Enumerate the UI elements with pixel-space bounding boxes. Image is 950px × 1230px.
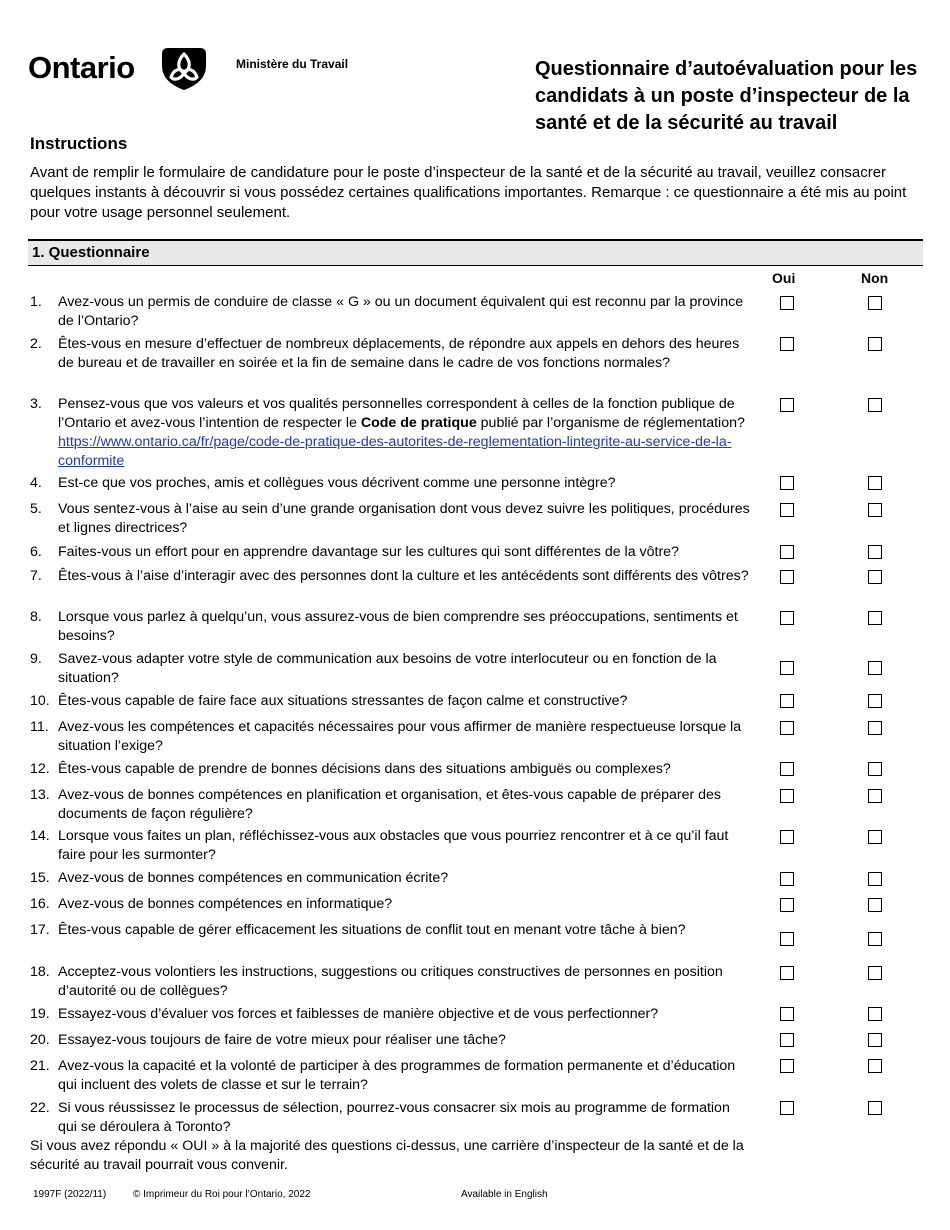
ministry-name: Ministère du Travail	[236, 57, 349, 71]
question-number: 4.	[30, 475, 42, 491]
question-number: 3.	[30, 396, 42, 412]
checkbox-q16-yes[interactable]	[780, 898, 794, 912]
question-19	[30, 1005, 750, 1024]
question-8	[30, 608, 750, 646]
question-9	[30, 650, 750, 688]
checkbox-q6-yes[interactable]	[780, 545, 794, 559]
checkbox-q22-yes[interactable]	[780, 1101, 794, 1115]
checkbox-q15-yes[interactable]	[780, 872, 794, 886]
question-text-part: Pensez-vous que vos valeurs et vos qualités personnelles correspondent à celles de la fonction publique de l’Ontario et avez-vous l’intention de respecter le	[58, 396, 735, 431]
question-18	[30, 963, 750, 1001]
checkbox-q11-no[interactable]	[868, 721, 882, 735]
instructions-heading: Instructions	[30, 134, 128, 153]
checkbox-q19-no[interactable]	[868, 1007, 882, 1021]
section-header	[28, 239, 923, 266]
checkbox-q14-no[interactable]	[868, 830, 882, 844]
question-11	[30, 718, 750, 756]
question-12	[30, 760, 750, 779]
checkbox-q11-yes[interactable]	[780, 721, 794, 735]
checkbox-q18-yes[interactable]	[780, 966, 794, 980]
question-text: Acceptez-vous volontiers les instructions, suggestions ou critiques constructives de personnes en position d’autorité ou de collègues?	[58, 964, 723, 999]
checkbox-q7-no[interactable]	[868, 570, 882, 584]
question-10	[30, 692, 750, 711]
question-5	[30, 500, 750, 538]
question-17	[30, 921, 750, 940]
question-6	[30, 543, 750, 562]
checkbox-q10-yes[interactable]	[780, 694, 794, 708]
copyright-notice: © Imprimeur du Roi pour l’Ontario, 2022	[133, 1189, 311, 1200]
checkbox-q10-no[interactable]	[868, 694, 882, 708]
question-number: 22.	[30, 1100, 50, 1116]
question-22	[30, 1099, 750, 1137]
checkbox-q17-yes[interactable]	[780, 932, 794, 946]
checkbox-q16-no[interactable]	[868, 898, 882, 912]
question-text: Avez-vous la capacité et la volonté de participer à des programmes de formation permanente et d’éducation qui incluent des volets de classe et sur le terrain?	[58, 1058, 736, 1093]
question-text: Avez-vous les compétences et capacités nécessaires pour vous affirmer de manière respectueuse lorsque la situation l’exige?	[58, 719, 742, 754]
question-15	[30, 869, 750, 888]
question-text: Faites-vous un effort pour en apprendre davantage sur les cultures qui sont différentes de la vôtre?	[58, 544, 679, 560]
question-number: 12.	[30, 761, 50, 777]
checkbox-q14-yes[interactable]	[780, 830, 794, 844]
question-text: Êtes-vous à l’aise d’interagir avec des personnes dont la culture et les antécédents sont différents des vôtres?	[58, 568, 749, 584]
question-number: 16.	[30, 896, 50, 912]
question-number: 7.	[30, 568, 42, 584]
question-text-part: publié par l’organisme de réglementation?	[476, 415, 745, 431]
column-header-yes: Oui	[772, 270, 796, 286]
checkbox-q2-no[interactable]	[868, 337, 882, 351]
checkbox-q4-yes[interactable]	[780, 476, 794, 490]
question-number: 18.	[30, 964, 50, 980]
question-4	[30, 474, 750, 493]
form-number: 1997F (2022/11)	[33, 1189, 107, 1200]
question-number: 6.	[30, 544, 42, 560]
question-number: 5.	[30, 501, 42, 517]
question-7	[30, 567, 750, 586]
question-number: 8.	[30, 609, 42, 625]
question-2	[30, 335, 750, 373]
checkbox-q7-yes[interactable]	[780, 570, 794, 584]
checkbox-q19-yes[interactable]	[780, 1007, 794, 1021]
checkbox-q12-yes[interactable]	[780, 762, 794, 776]
question-number: 15.	[30, 870, 50, 886]
question-number: 11.	[30, 719, 49, 735]
question-number: 14.	[30, 828, 50, 844]
checkbox-q20-no[interactable]	[868, 1033, 882, 1047]
checkbox-q13-no[interactable]	[868, 789, 882, 803]
question-text: Lorsque vous parlez à quelqu’un, vous assurez-vous de bien comprendre ses préoccupations, sentiments et besoins?	[58, 609, 738, 644]
question-number: 9.	[30, 651, 42, 667]
checkbox-q21-yes[interactable]	[780, 1059, 794, 1073]
code-de-pratique-link[interactable]: https://www.ontario.ca/fr/page/code-de-pratique-des-autorites-de-reglementation-lintegrite-au-service-de-la-conformite	[58, 434, 732, 469]
code-de-pratique-label: Code de pratique	[360, 415, 477, 431]
logo-wordmark: Ontario	[28, 50, 135, 85]
checkbox-q5-no[interactable]	[868, 503, 882, 517]
trillium-icon	[160, 44, 208, 92]
checkbox-q8-no[interactable]	[868, 611, 882, 625]
question-text: Vous sentez-vous à l’aise au sein d’une grande organisation dont vous devez suivre les politiques, procédures et lignes directrices?	[58, 501, 750, 536]
question-text: Êtes-vous capable de prendre de bonnes décisions dans des situations ambiguës ou complexes?	[58, 761, 671, 777]
checkbox-q9-no[interactable]	[868, 661, 882, 675]
question-number: 1.	[30, 294, 42, 310]
question-number: 13.	[30, 787, 50, 803]
checkbox-q9-yes[interactable]	[780, 661, 794, 675]
question-number: 2.	[30, 336, 42, 352]
question-21	[30, 1057, 750, 1095]
checkbox-q13-yes[interactable]	[780, 789, 794, 803]
question-text: Êtes-vous en mesure d’effectuer de nombreux déplacements, de répondre aux appels en dehors des heures de bureau et de travailler en soirée et la fin de semaine dans le cadre de vos fonctions normales?	[58, 336, 740, 371]
question-text: Savez-vous adapter votre style de communication aux besoins de votre interlocuteur ou en fonction de la situation?	[58, 651, 717, 686]
checkbox-q18-no[interactable]	[868, 966, 882, 980]
conclusion-text: Si vous avez répondu « OUI » à la majorité des questions ci-dessus, une carrière d’inspecteur de la santé et de la sécurité au travail pourrait vous convenir.	[30, 1138, 744, 1173]
question-number: 10.	[30, 693, 50, 709]
section-title: 1. Questionnaire	[32, 244, 150, 261]
language-note: Available in English	[461, 1189, 548, 1200]
checkbox-q17-no[interactable]	[868, 932, 882, 946]
checkbox-q6-no[interactable]	[868, 545, 882, 559]
question-text: Êtes-vous capable de faire face aux situations stressantes de façon calme et constructive?	[58, 693, 628, 709]
checkbox-q3-no[interactable]	[868, 398, 882, 412]
question-13	[30, 786, 750, 824]
question-14	[30, 827, 750, 865]
question-1	[30, 293, 750, 331]
instructions-text: Avant de remplir le formulaire de candidature pour le poste d’inspecteur de la santé et de la sécurité au travail, veuillez consacrer quelques instants à découvrir si vous possédez certaines qualifications importantes. Remarque : ce questionnaire a été mis au point pour votre usage personnel seulement.	[30, 164, 907, 221]
question-text: Lorsque vous faites un plan, réfléchissez-vous aux obstacles que vous pourriez rencontrer et à ce qu’il faut faire pour les surmonter?	[58, 828, 729, 863]
question-text: Essayez-vous d’évaluer vos forces et faiblesses de manière objective et de vous perfectionner?	[58, 1006, 659, 1022]
checkbox-q2-yes[interactable]	[780, 337, 794, 351]
checkbox-q20-yes[interactable]	[780, 1033, 794, 1047]
question-text: Essayez-vous toujours de faire de votre mieux pour réaliser une tâche?	[58, 1032, 506, 1048]
checkbox-q4-no[interactable]	[868, 476, 882, 490]
question-20	[30, 1031, 750, 1050]
checkbox-q1-no[interactable]	[868, 296, 882, 310]
question-16	[30, 895, 750, 914]
checkbox-q12-no[interactable]	[868, 762, 882, 776]
question-text: Avez-vous de bonnes compétences en planification et organisation, et êtes-vous capable de préparer des documents de façon régulière?	[58, 787, 722, 822]
checkbox-q5-yes[interactable]	[780, 503, 794, 517]
question-number: 21.	[30, 1058, 50, 1074]
question-text: Avez-vous de bonnes compétences en informatique?	[58, 896, 393, 912]
question-number: 20.	[30, 1032, 50, 1048]
checkbox-q8-yes[interactable]	[780, 611, 794, 625]
checkbox-q3-yes[interactable]	[780, 398, 794, 412]
question-text: Est-ce que vos proches, amis et collègues vous décrivent comme une personne intègre?	[58, 475, 616, 491]
question-number: 19.	[30, 1006, 50, 1022]
checkbox-q22-no[interactable]	[868, 1101, 882, 1115]
column-header-no: Non	[861, 270, 889, 286]
checkbox-q21-no[interactable]	[868, 1059, 882, 1073]
checkbox-q1-yes[interactable]	[780, 296, 794, 310]
question-text: Avez-vous un permis de conduire de classe « G » ou un document équivalent qui est reconnu par la province de l’Ontario?	[58, 294, 744, 329]
question-number: 17.	[30, 922, 50, 938]
question-3	[30, 395, 750, 471]
form-title: Questionnaire d’autoévaluation pour les candidats à un poste d’inspecteur de la santé et de la sécurité au travail	[535, 58, 918, 134]
ontario-logo	[28, 44, 208, 92]
question-text: Avez-vous de bonnes compétences en communication écrite?	[58, 870, 449, 886]
question-text	[58, 395, 750, 471]
checkbox-q15-no[interactable]	[868, 872, 882, 886]
question-text: Si vous réussissez le processus de sélection, pourrez-vous consacrer six mois au programme de formation qui se déroulera à Toronto?	[58, 1100, 730, 1135]
question-text: Êtes-vous capable de gérer efficacement les situations de conflit tout en menant votre tâche à bien?	[58, 922, 686, 938]
